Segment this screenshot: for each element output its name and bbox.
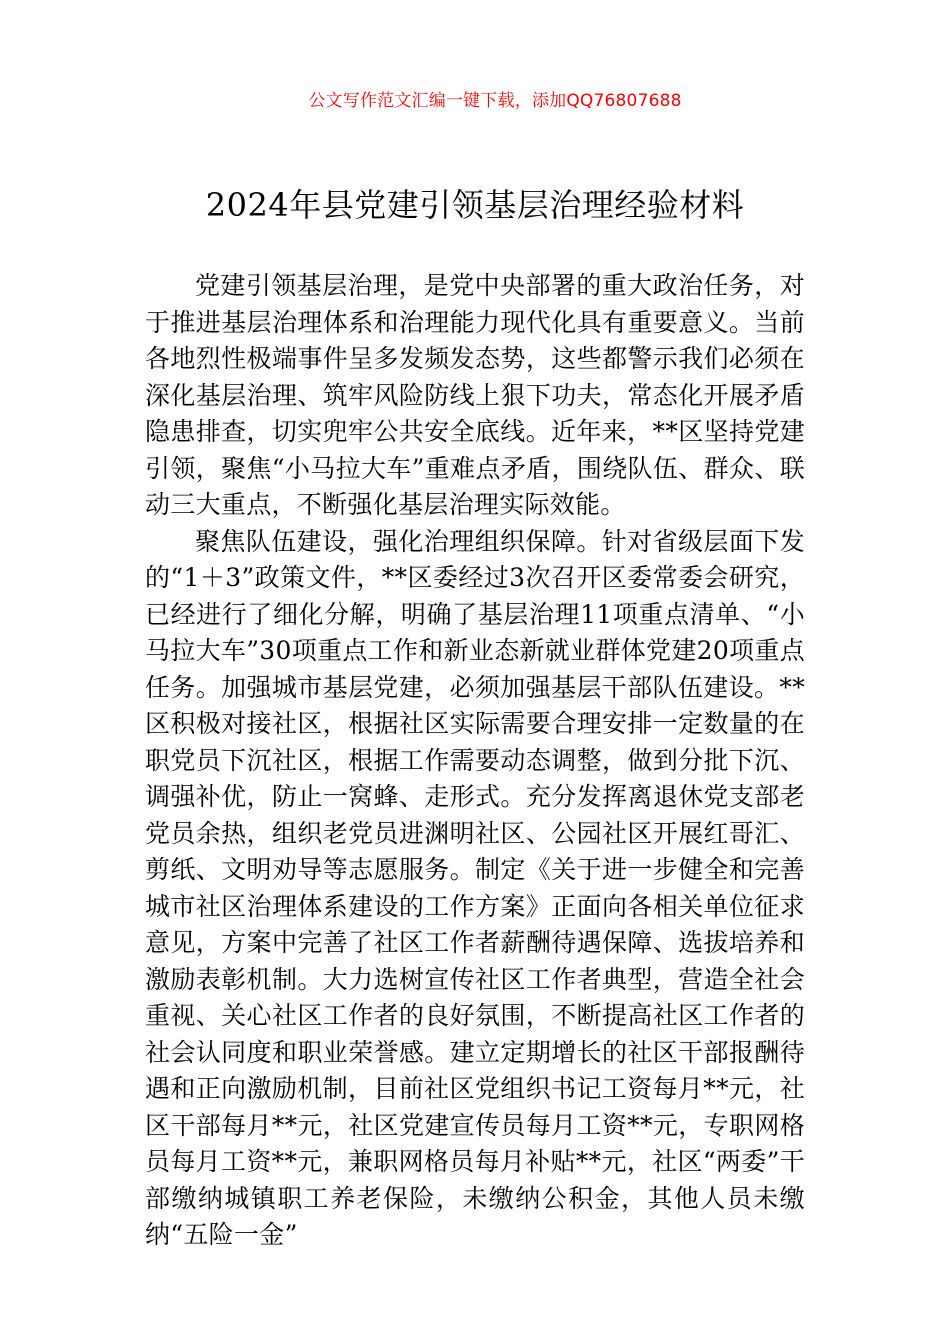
paragraph-team-building: 聚焦队伍建设，强化治理组织保障。针对省级层面下发的“1＋3”政策文件，**区委经过3次召开区委常委会研究，已经进行了细化分解，明确了基层治理11项重点清单、“小马拉大车”30项重点工作和新业态新就业群体党建20项重点任务。加强城市基层党建，必须加强基层干部队伍建设。**区积极对接社区，根据社区实际需要合理安排一定数量的在职党员下沉社区，根据工作需要动态调整，做到分批下沉、调强补优，防止一窝蜂、走形式。充分发挥离退休党支部老党员余热，组织老党员进渊明社区、公园社区开展红哥汇、剪纸、文明劝导等志愿服务。制定《关于进一步健全和完善城市社区治理体系建设的工作方案》正面向各相关单位征求意见，方案中完善了社区工作者薪酬待遇保障、选拔培养和激励表彰机制。大力选树宣传社区工作者典型，营造全社会重视、关心社区工作者的良好氛围，不断提高社区工作者的社会认同度和职业荣誉感。建立定期增长的社区干部报酬待遇和正向激励机制，目前社区党组织书记工资每月**元，社区干部每月**元，社区党建宣传员每月工资**元，专职网格员每月工资**元，兼职网格员每月补贴**元，社区“两委”干部缴纳城镇职工养老保险，未缴纳公积金，其他人员未缴纳“五险一金” [145,526,805,1249]
promo-header-note: 公文写作范文汇编一键下载，添加QQ76807688 [308,91,682,111]
document-body [145,268,805,1254]
document-title: 2024年县党建引领基层治理经验材料 [205,186,745,224]
paragraph-intro: 党建引领基层治理，是党中央部署的重大政治任务，对于推进基层治理体系和治理能力现代化具有重要意义。当前各地烈性极端事件呈多发频发态势，这些都警示我们必须在深化基层治理、筑牢风险防线上狠下功夫，常态化开展矛盾隐患排查，切实兜牢公共安全底线。近年来，**区坚持党建引领，聚焦“小马拉大车”重难点矛盾，围绕队伍、群众、联动三大重点，不断强化基层治理实际效能。 [145,271,805,519]
